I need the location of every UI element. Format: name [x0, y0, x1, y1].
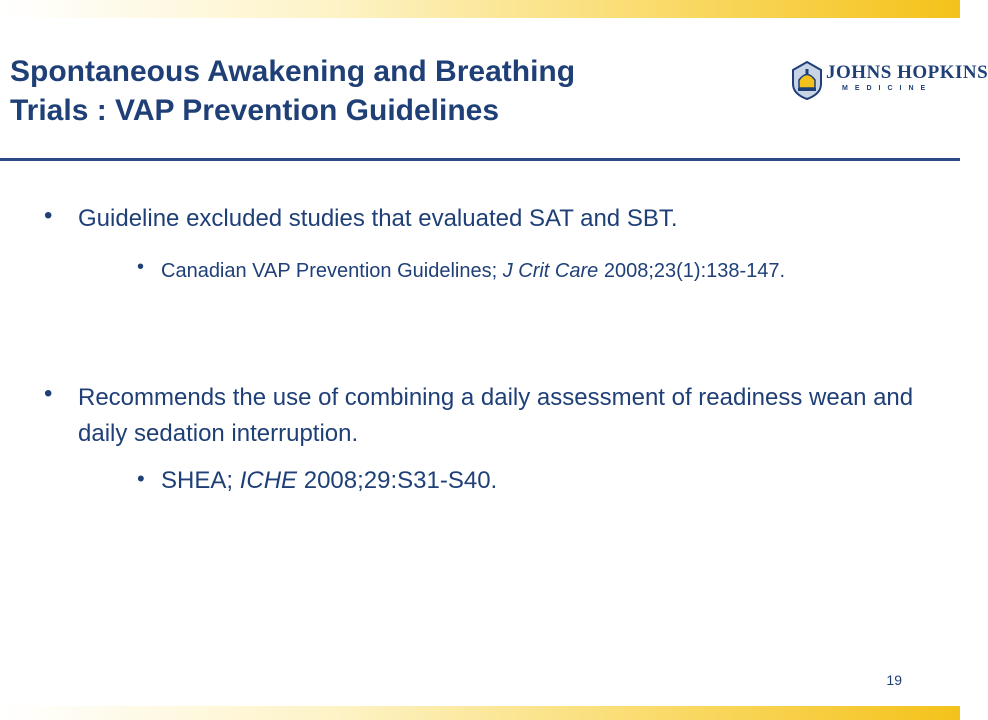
sub-bullet-marker: • [137, 256, 145, 278]
title-divider [0, 158, 960, 161]
top-gold-band [0, 0, 960, 18]
citation-prefix: Canadian VAP Prevention Guidelines; [161, 260, 503, 282]
slide-title [10, 52, 770, 130]
logo-subtitle: MEDICINE [842, 85, 933, 92]
bullet-marker: • [44, 202, 53, 229]
slide-title-line-1: Spontaneous Awakening and Breathing [10, 55, 576, 88]
citation-suffix: 2008;29:S31-S40. [297, 467, 498, 494]
dome-shield-icon [790, 60, 824, 100]
citation-journal: J Crit Care [502, 260, 599, 282]
citation-suffix: 2008;23(1):138-147. [598, 260, 786, 282]
bullet-2-citation [161, 464, 881, 498]
slide-title-line-2: Trials : VAP Prevention Guidelines [10, 94, 500, 127]
bullet-1-text: Guideline excluded studies that evaluated SAT and SBT. [78, 205, 678, 232]
bullet-marker: • [44, 380, 53, 407]
bottom-gold-band [0, 706, 960, 720]
sub-bullet-marker: • [137, 466, 145, 491]
johns-hopkins-logo [790, 58, 988, 102]
bullet-1-citation [161, 256, 881, 286]
citation-prefix: SHEA; [161, 467, 240, 494]
bullet-2-text: Recommends the use of combining a daily assessment of readiness wean and daily sedation interruption. [78, 384, 914, 447]
citation-journal: ICHE [239, 467, 298, 494]
page-number: 19 [886, 672, 902, 688]
logo-name: JOHNS HOPKINS [826, 62, 988, 83]
